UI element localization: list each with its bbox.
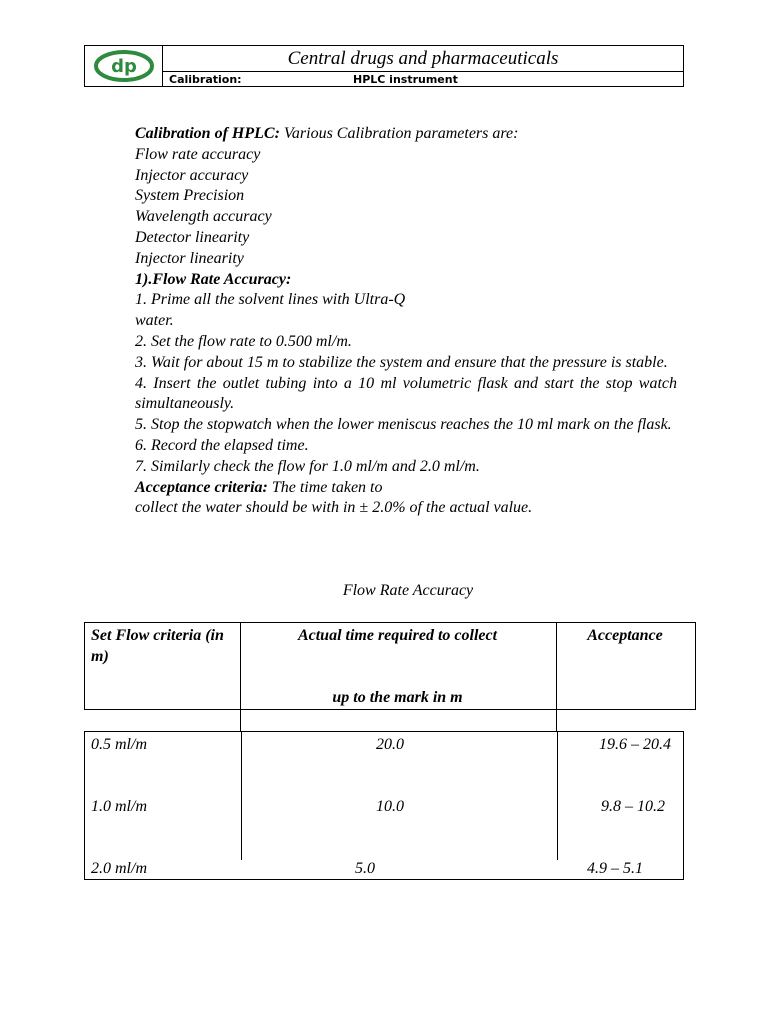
column-divider: [240, 623, 241, 710]
dp-logo-icon: [93, 49, 155, 83]
table-caption: Flow Rate Accuracy: [342, 582, 474, 599]
step-item: 7. Similarly check the flow for 1.0 ml/m and 2.0 ml/m.: [135, 457, 480, 475]
column-divider: [556, 710, 557, 731]
column-divider: [240, 710, 241, 731]
acceptance-text: The time taken to: [267, 478, 383, 496]
cell-set-flow: 2.0 ml/m: [91, 860, 147, 877]
column-divider: [557, 732, 558, 860]
intro-heading: Calibration of HPLC:: [135, 125, 280, 142]
table-header: [84, 622, 696, 710]
acceptance-heading: Acceptance criteria:: [135, 478, 268, 496]
acceptance-line: [135, 478, 677, 499]
step-item: 2. Set the flow rate to 0.500 ml/m.: [135, 332, 352, 350]
parameter-item: Injector accuracy: [135, 166, 249, 184]
calibration-label: Calibration:: [169, 73, 242, 86]
header-set-flow: Set Flow criteria (in m): [91, 627, 224, 665]
cell-acceptance: 19.6 – 20.4: [599, 736, 671, 753]
cell-acceptance: 4.9 – 5.1: [587, 860, 643, 877]
calibration-value: HPLC instrument: [353, 73, 458, 86]
header-actual-time-2: up to the mark in m: [332, 689, 463, 706]
document-header: [84, 45, 684, 87]
step-item: 4. Insert the outlet tubing into a 10 ml volumetric flask and start the stop watch simultaneously.: [135, 374, 677, 413]
step-item: 5. Stop the stopwatch when the lower meniscus reaches the 10 ml mark on the flask.: [135, 416, 672, 434]
parameter-item: Flow rate accuracy: [135, 145, 261, 163]
company-logo: [85, 46, 163, 86]
acceptance-line-2: collect the water should be with in ± 2.0% of the actual value.: [135, 499, 533, 517]
step-item: water.: [135, 312, 174, 330]
header-acceptance: Acceptance: [587, 627, 663, 644]
parameter-item: Detector linearity: [135, 228, 250, 246]
step-item: 3. Wait for about 15 m to stabilize the system and ensure that the pressure is stable.: [135, 353, 668, 371]
step-item: 6. Record the elapsed time.: [135, 436, 309, 454]
cell-acceptance: 9.8 – 10.2: [601, 798, 665, 815]
parameter-item: Injector linearity: [135, 249, 244, 267]
section-heading: 1).Flow Rate Accuracy:: [135, 270, 292, 288]
cell-set-flow: 1.0 ml/m: [91, 798, 147, 815]
calibration-info: [163, 72, 683, 87]
step-item: 1. Prime all the solvent lines with Ultra-Q: [135, 291, 406, 309]
column-divider: [241, 732, 242, 860]
header-actual-time-1: Actual time required to collect: [297, 627, 498, 644]
procedure-text: [135, 124, 677, 519]
parameter-item: System Precision: [135, 187, 245, 205]
logo-text: dp: [110, 56, 137, 77]
table-body: [84, 731, 684, 880]
cell-time: 10.0: [376, 798, 404, 815]
intro-text: Various Calibration parameters are:: [279, 125, 519, 142]
company-name: Central drugs and pharmaceuticals: [163, 46, 683, 72]
intro-line: [135, 124, 677, 145]
parameter-item: Wavelength accuracy: [135, 208, 272, 226]
cell-time: 20.0: [376, 736, 404, 753]
column-divider: [556, 623, 557, 710]
cell-time: 5.0: [355, 860, 375, 877]
cell-set-flow: 0.5 ml/m: [91, 736, 147, 753]
